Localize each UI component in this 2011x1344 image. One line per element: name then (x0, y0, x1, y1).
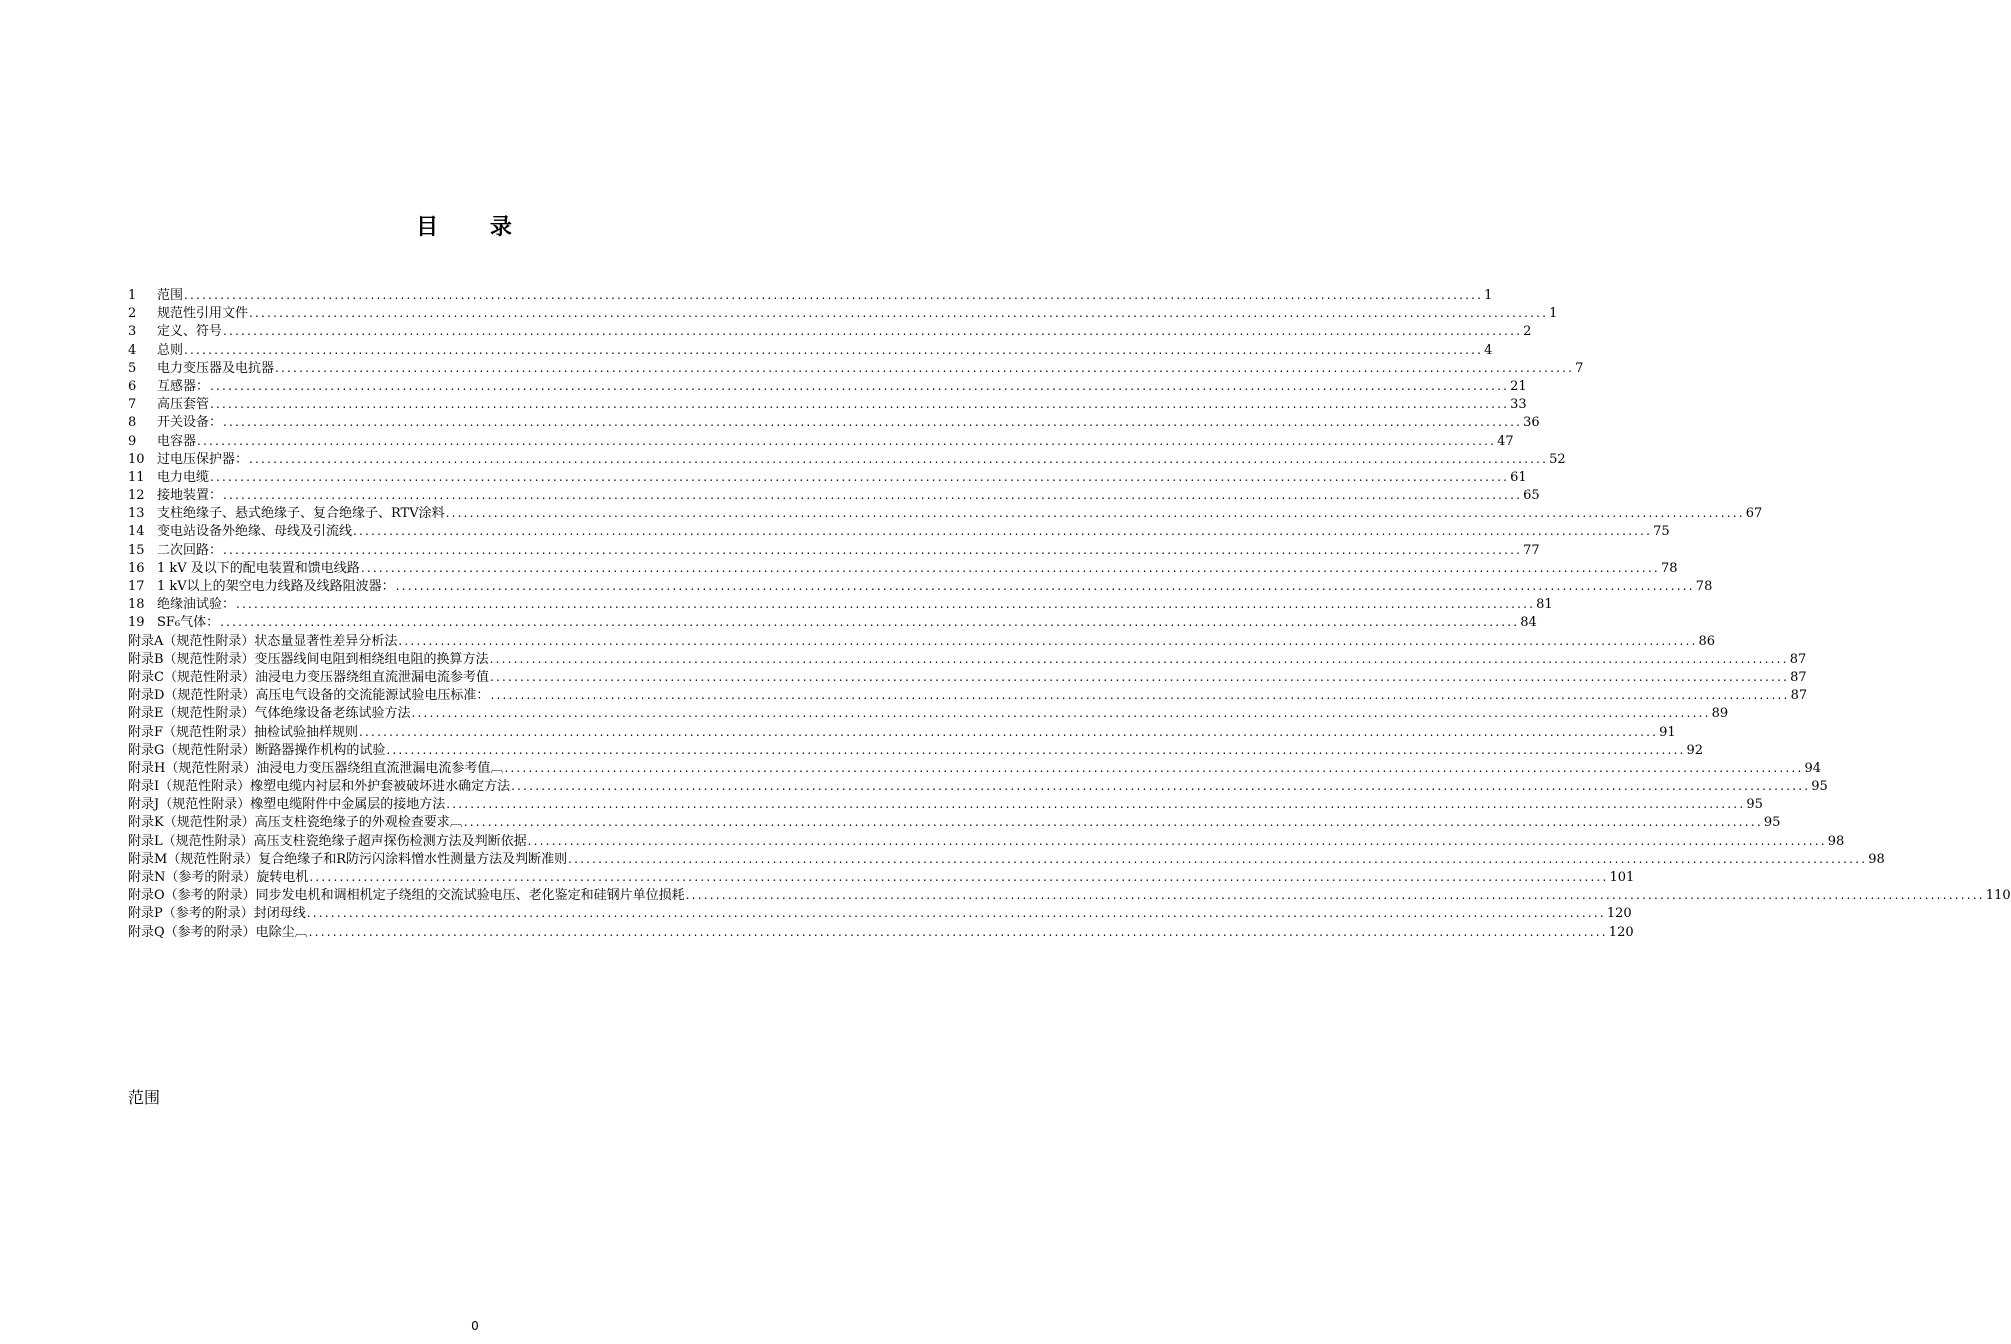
toc-leader-dots (220, 613, 1519, 631)
toc-entry-page: 120 (1606, 906, 1632, 922)
toc-entry-page: 94 (1804, 760, 1822, 776)
toc-entry-page: 98 (1827, 833, 1845, 849)
toc-entry-page: 7 (1575, 360, 1584, 376)
toc-entry[interactable] (128, 813, 1781, 831)
toc-entry-number: 7 (128, 397, 137, 413)
toc-entry-title: 定义、符号 (157, 324, 223, 340)
toc-entry-title: 电容器 (157, 433, 197, 449)
toc-entry-title: 附录K（规范性附录）高压支柱瓷绝缘子的外观检查要求︹ (128, 815, 463, 831)
toc-entry[interactable] (128, 504, 1763, 522)
toc-entry-number: 10 (128, 451, 145, 467)
toc-entry-page: 87 (1789, 651, 1807, 667)
section-heading: 范围 (128, 1088, 161, 1107)
toc-entry-page: 92 (1686, 742, 1704, 758)
toc-entry[interactable] (128, 286, 1493, 304)
toc-entry-page: 101 (1609, 870, 1635, 885)
toc-entry-title: 附录A（规范性附录）状态量显著性差异分析法 (128, 633, 398, 649)
toc-entry-page: 67 (1745, 506, 1763, 522)
toc-entry-title: 附录C（规范性附录）油浸电力变压器绕组直流泄漏电流参考值 (128, 669, 489, 685)
toc-entry-number: 16 (128, 560, 145, 576)
toc-entry-number: 18 (128, 597, 145, 613)
toc-leader-dots (396, 577, 1695, 595)
toc-leader-dots (309, 868, 1608, 886)
toc-entry-title: 附录J（规范性附录）橡塑电缆附件中金属层的接地方法 (128, 797, 446, 813)
toc-entry-page: 87 (1790, 688, 1808, 704)
toc-entry-title: 附录G（规范性附录）断路器操作机构的试验 (128, 742, 386, 758)
toc-entry[interactable] (128, 413, 1540, 431)
toc-leader-dots (184, 286, 1483, 304)
toc-entry-page: 87 (1790, 669, 1807, 685)
toc-entry-title: 高压套管 (157, 397, 210, 413)
toc-leader-dots (446, 504, 1745, 522)
toc-leader-dots (490, 668, 1789, 686)
toc-entry[interactable] (128, 632, 1716, 650)
toc-entry[interactable] (128, 704, 1729, 722)
toc-entry-page: 110 (1985, 888, 2011, 904)
toc-entry[interactable] (128, 341, 1493, 359)
toc-entry[interactable] (128, 468, 1527, 486)
toc-leader-dots (511, 777, 1810, 795)
toc-entry-page: 77 (1523, 542, 1540, 558)
toc-leader-dots (236, 595, 1535, 613)
toc-leader-dots (490, 650, 1789, 668)
toc-leader-dots (249, 304, 1548, 322)
toc-leader-dots (359, 723, 1658, 741)
toc-entry-page: 75 (1653, 524, 1670, 540)
toc-entry-number: 13 (128, 506, 145, 522)
toc-entry-number: 8 (128, 415, 137, 431)
toc-entry-number: 12 (128, 488, 145, 504)
toc-entry-number: 3 (128, 324, 137, 340)
toc-entry-title: 开关设备： (157, 415, 223, 431)
toc-entry-page: 65 (1523, 488, 1540, 504)
toc-entry-title: 附录M（规范性附录）复合绝缘子和R防污闪涂料憎水性测量方法及判断准则 (128, 851, 568, 867)
toc-entry[interactable] (128, 686, 1808, 704)
toc-leader-dots (307, 904, 1606, 922)
toc-entry[interactable] (128, 432, 1514, 450)
toc-leader-dots (210, 468, 1509, 486)
toc-entry-title: 电力变压器及电抗器 (157, 360, 275, 376)
toc-entry-page: 36 (1523, 415, 1540, 431)
toc-leader-dots (210, 395, 1509, 413)
toc-title: 目 录 (416, 215, 534, 240)
toc-leader-dots (528, 832, 1827, 850)
toc-leader-dots (197, 432, 1496, 450)
toc-entry-page: 84 (1520, 615, 1537, 631)
toc-leader-dots (412, 704, 1711, 722)
toc-entry-title: 接地装置： (157, 488, 223, 504)
toc-entry-title: 附录P（参考的附录）封闭母线 (128, 906, 306, 922)
toc-entry[interactable] (128, 486, 1540, 504)
toc-entry-number: 9 (128, 433, 137, 449)
toc-entry-title: 二次回路： (157, 542, 223, 558)
toc-entry-title: 附录H（规范性附录）油浸电力变压器绕组直流泄漏电流参考值︹ (128, 760, 504, 776)
toc-entry-page: 95 (1811, 779, 1828, 795)
page-number: 0 (471, 1319, 479, 1333)
toc-leader-dots (398, 632, 1697, 650)
toc-entry-page: 95 (1746, 797, 1763, 813)
toc-entry[interactable] (128, 377, 1527, 395)
table-of-contents (128, 286, 2011, 941)
toc-entry[interactable] (128, 795, 1763, 813)
toc-entry-number: 6 (128, 378, 137, 394)
toc-entry-page: 4 (1484, 342, 1493, 358)
toc-entry-page: 33 (1510, 397, 1527, 413)
toc-entry-number: 17 (128, 579, 145, 594)
toc-entry-title: 附录Q（参考的附录）电除尘︹ (128, 924, 308, 940)
toc-entry-title: 附录L（规范性附录）高压支柱瓷绝缘子超声探伤检测方法及判断依据 (128, 833, 527, 849)
toc-entry-title: 支柱绝缘子、悬式绝缘子、复合绝缘子、RTV涂料 (157, 506, 445, 522)
toc-entry-page: 95 (1763, 815, 1781, 831)
toc-entry-page: 78 (1660, 560, 1678, 576)
toc-entry[interactable] (128, 395, 1527, 413)
toc-entry[interactable] (128, 668, 1807, 686)
toc-entry-title: 电力电缆 (157, 469, 210, 485)
toc-entry[interactable] (128, 450, 1566, 468)
toc-entry-page: 89 (1711, 706, 1729, 722)
toc-entry-page: 81 (1536, 597, 1553, 613)
toc-entry-number: 2 (128, 306, 137, 322)
toc-leader-dots (223, 541, 1522, 559)
toc-leader-dots (361, 559, 1660, 577)
toc-entry[interactable] (128, 923, 1634, 941)
toc-entry-title: 附录E（规范性附录）气体绝缘设备老练试验方法 (128, 706, 411, 722)
toc-entry-number: 11 (128, 469, 145, 485)
toc-entry-page: 120 (1608, 924, 1634, 940)
toc-entry-page: 1 (1484, 288, 1493, 303)
toc-entry[interactable] (128, 322, 1532, 340)
toc-entry-title: 互感器： (157, 378, 210, 394)
toc-entry-title: 附录B（规范性附录）变压器线间电阻到相绕组电阻的换算方法 (128, 651, 489, 667)
toc-entry-title: 附录D（规范性附录）高压电气设备的交流能源试验电压标准： (128, 688, 490, 704)
toc-leader-dots (223, 322, 1522, 340)
toc-leader-dots (568, 850, 1867, 868)
toc-entry[interactable] (128, 522, 1670, 540)
toc-entry-page: 86 (1698, 633, 1716, 649)
toc-leader-dots (275, 359, 1574, 377)
toc-leader-dots (353, 522, 1652, 540)
toc-entry[interactable] (128, 904, 1632, 922)
toc-entry[interactable] (128, 595, 1553, 613)
toc-entry-page: 1 (1549, 306, 1558, 322)
toc-entry-page: 52 (1549, 451, 1566, 467)
toc-leader-dots (210, 377, 1509, 395)
toc-entry-number: 5 (128, 360, 137, 376)
toc-entry-page: 21 (1510, 378, 1527, 394)
toc-entry[interactable] (128, 741, 1704, 759)
toc-entry[interactable] (128, 304, 1558, 322)
toc-entry[interactable] (128, 541, 1540, 559)
toc-entry[interactable] (128, 613, 1537, 631)
toc-leader-dots (184, 341, 1483, 359)
toc-entry[interactable] (128, 777, 1828, 795)
toc-entry-title: 总则 (157, 342, 184, 358)
toc-leader-dots (504, 759, 1803, 777)
toc-entry-title: 范围 (157, 288, 184, 303)
toc-entry-title: SF₆气体： (157, 615, 220, 631)
toc-entry-page: 2 (1523, 324, 1532, 340)
toc-leader-dots (223, 486, 1522, 504)
toc-entry-number: 14 (128, 524, 145, 540)
toc-entry-title: 附录N（参考的附录）旋转电机 (128, 870, 309, 885)
toc-entry-number: 1 (128, 288, 137, 303)
toc-entry[interactable] (128, 650, 1807, 668)
toc-entry-page: 98 (1868, 851, 1885, 867)
toc-entry-title: 1 kV以上的架空电力线路及线路阻波器： (157, 579, 395, 594)
toc-entry[interactable] (128, 723, 1676, 741)
toc-entry-title: 规范性引用文件 (157, 306, 249, 322)
toc-leader-dots (686, 886, 1985, 904)
toc-entry[interactable] (128, 868, 1635, 886)
toc-entry-number: 15 (128, 542, 145, 558)
toc-entry-title: 变电站设备外绝缘、母线及引流线 (157, 524, 353, 540)
toc-entry[interactable] (128, 886, 2011, 904)
toc-leader-dots (386, 741, 1685, 759)
toc-entry[interactable] (128, 559, 1678, 577)
toc-entry[interactable] (128, 577, 1713, 595)
toc-leader-dots (249, 450, 1548, 468)
toc-entry[interactable] (128, 759, 1822, 777)
toc-entry-title: 过电压保护器： (157, 451, 249, 467)
toc-entry[interactable] (128, 850, 1885, 868)
toc-entry-page: 78 (1695, 579, 1713, 594)
toc-entry-page: 47 (1497, 433, 1514, 449)
toc-entry-page: 61 (1510, 469, 1527, 485)
toc-entry-title: 附录F（规范性附录）抽检试验抽样规则 (128, 724, 359, 740)
toc-entry-number: 19 (128, 615, 145, 631)
toc-entry-title: 1 kV 及以下的配电装置和馈电线路 (157, 560, 360, 576)
toc-entry-title: 附录I（规范性附录）橡塑电缆内衬层和外护套被破坏进水确定方法 (128, 779, 511, 795)
toc-entry-title: 绝缘油试验： (157, 597, 236, 613)
toc-entry-title: 附录O（参考的附录）同步发电机和调相机定子绕组的交流试验电压、老化鉴定和硅钢片单位损耗 (128, 888, 685, 904)
toc-entry-page: 91 (1659, 724, 1676, 740)
toc-leader-dots (490, 686, 1789, 704)
toc-entry-number: 4 (128, 342, 137, 358)
toc-leader-dots (464, 813, 1763, 831)
toc-entry[interactable] (128, 832, 1845, 850)
toc-leader-dots (309, 923, 1608, 941)
toc-leader-dots (446, 795, 1745, 813)
toc-leader-dots (223, 413, 1522, 431)
toc-entry[interactable] (128, 359, 1584, 377)
